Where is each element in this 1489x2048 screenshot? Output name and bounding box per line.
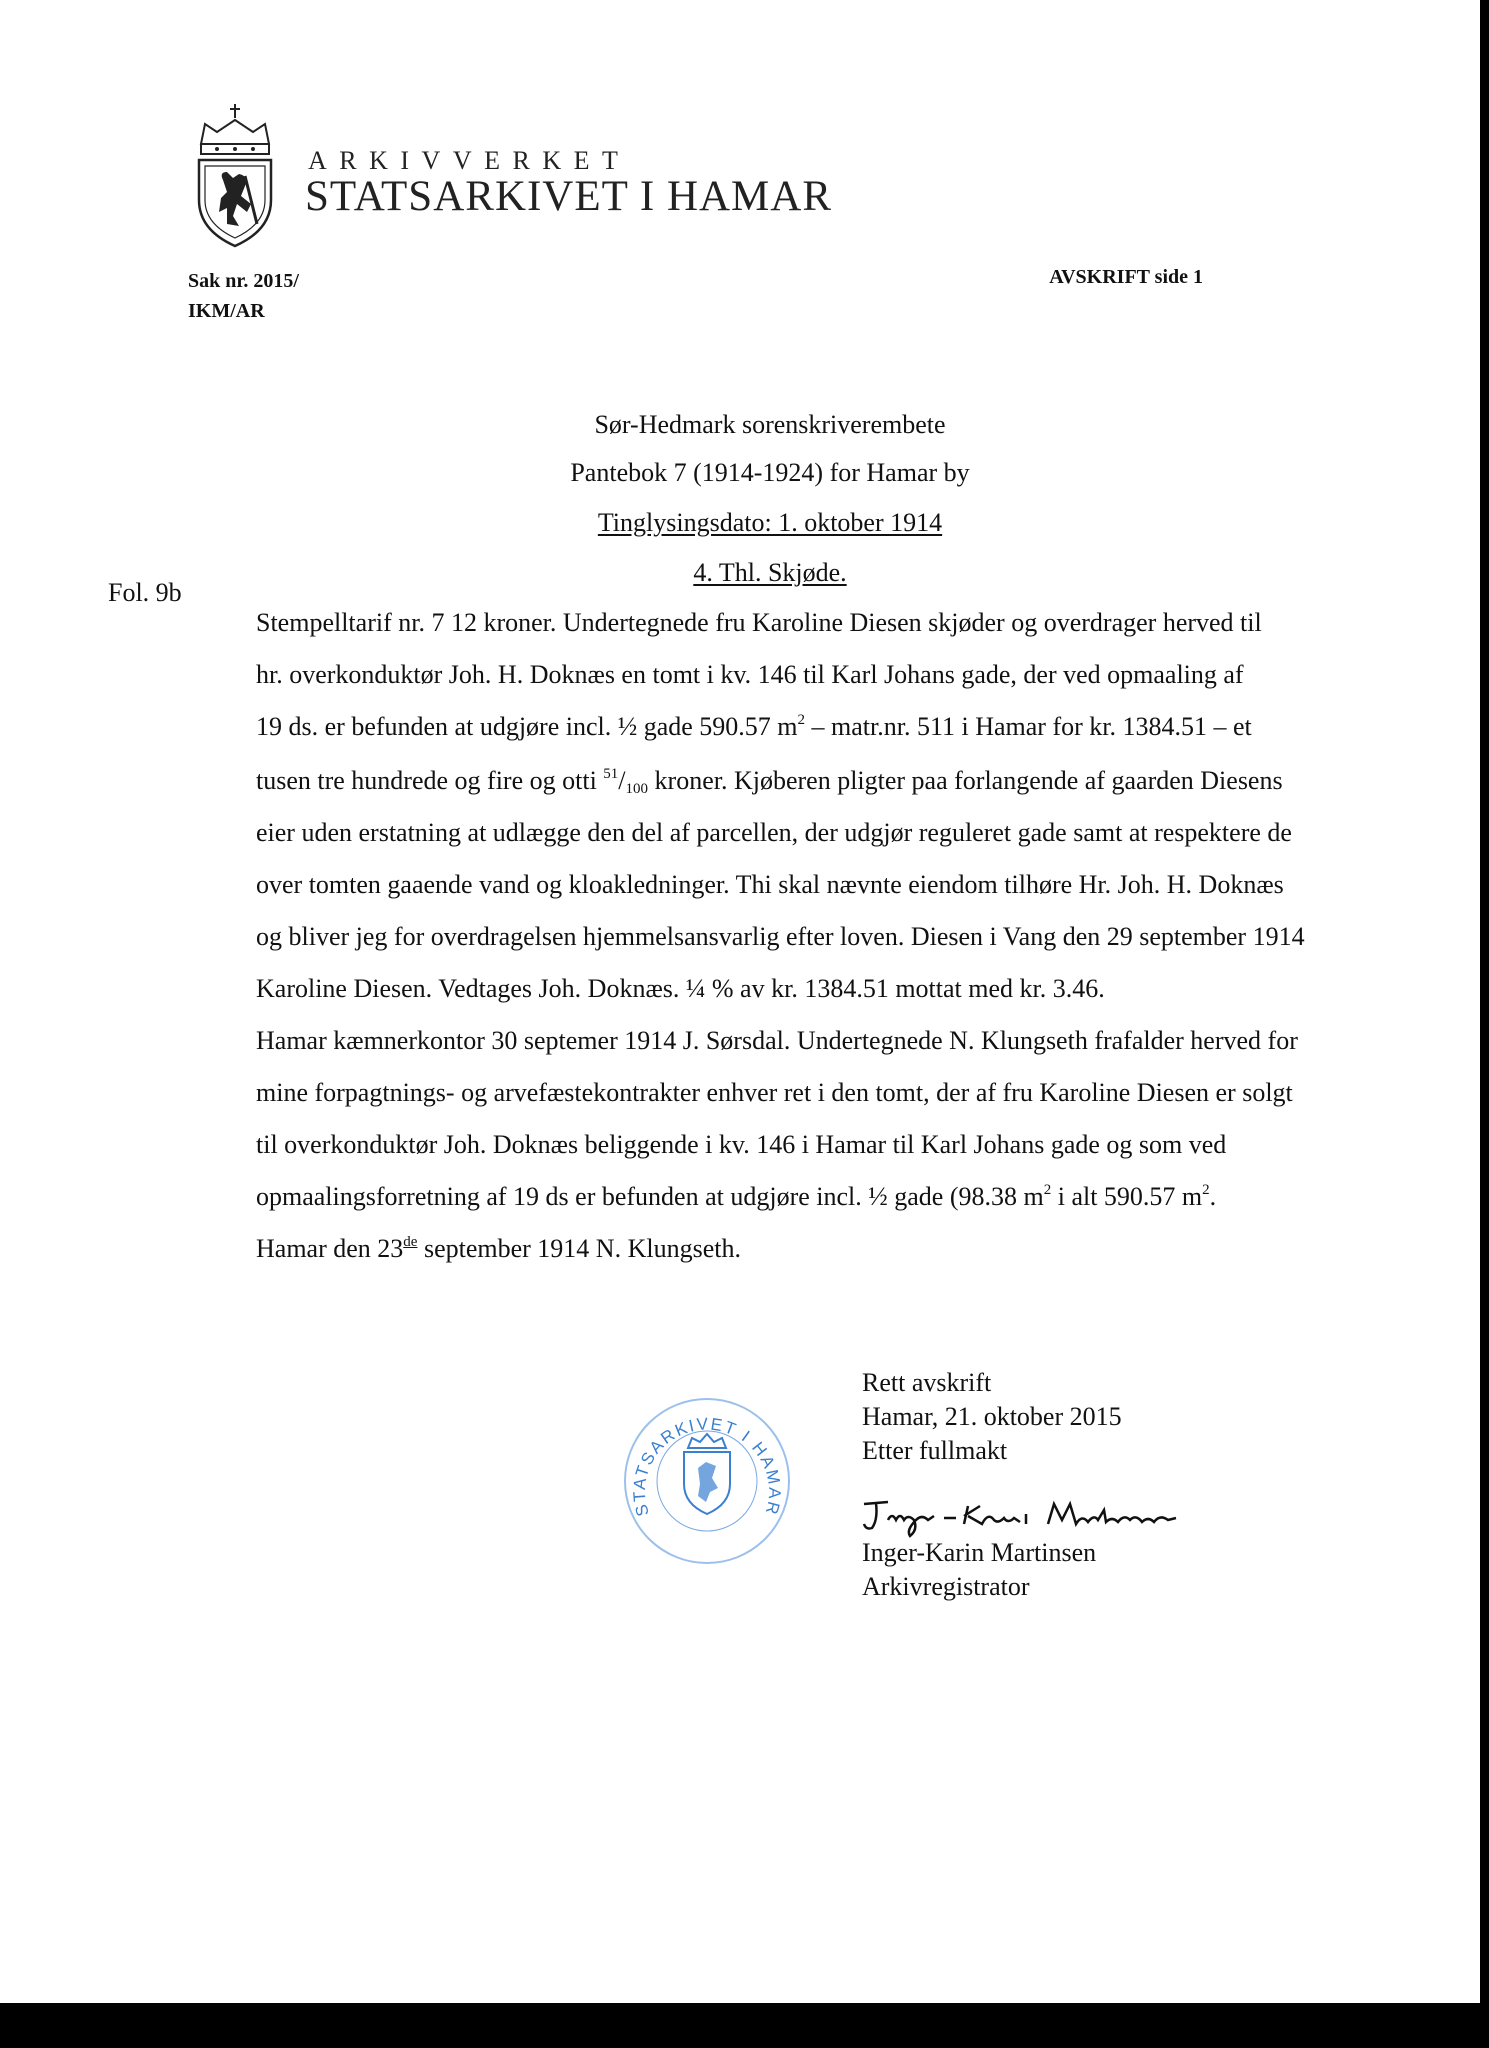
fraction-numerator: 51: [603, 766, 619, 782]
body-text-span: i alt 590.57 m: [1051, 1182, 1203, 1211]
body-line: til overkonduktør Joh. Doknæs beliggende i kv. 146 i Hamar til Karl Johans gade og som ved: [256, 1130, 1227, 1159]
body-text-span: tusen tre hundrede og fire og otti: [256, 766, 604, 795]
body-text-span: opmaalingsforretning af 19 ds er befunden at udgjøre incl. ½ gade (98.38 m: [256, 1182, 1044, 1211]
body-line: [256, 1234, 741, 1264]
case-initials: IKM/AR: [188, 300, 265, 322]
case-number: [188, 266, 299, 326]
archive-name-small: ARKIVVERKET: [308, 146, 631, 175]
signatory-title: Arkivregistrator: [862, 1572, 1030, 1601]
body-text-span: .: [1209, 1182, 1217, 1211]
case-number-line: Sak nr. 2015/: [188, 270, 299, 292]
registration-date-heading: [0, 508, 1489, 538]
superscript: 2: [1202, 1182, 1210, 1198]
entry-heading-text: 4. Thl. Skjøde.: [693, 558, 847, 587]
archive-name-large: STATSARKIVET I HAMAR: [305, 173, 833, 220]
body-line: [256, 766, 1283, 796]
superscript: 2: [1043, 1182, 1052, 1198]
body-text-span: Hamar den 23: [256, 1234, 404, 1263]
body-text-span: kroner. Kjøberen pligter paa forlangende af gaarden Diesens: [648, 766, 1283, 795]
fraction-denominator: 100: [625, 781, 649, 797]
certification-place-date: Hamar, 21. oktober 2015: [862, 1402, 1122, 1431]
superscript: de: [403, 1234, 418, 1250]
body-line: og bliver jeg for overdragelsen hjemmelsansvarlig efter loven. Diesen i Vang den 29 september 1914: [256, 922, 1305, 951]
handwritten-signature-icon: [858, 1490, 1258, 1538]
certification-block: [862, 1366, 1122, 1604]
signatory-name: Inger-Karin Martinsen: [862, 1538, 1097, 1567]
body-line: hr. overkonduktør Joh. H. Doknæs en tomt i kv. 146 til Karl Johans gade, der ved opmaaling af: [256, 660, 1244, 689]
body-line: mine forpagtnings- og arvefæstekontrakter enhver ret i den tomt, der af fru Karoline Diesen er solgt: [256, 1078, 1293, 1107]
transcript-page-label: AVSKRIFT side 1: [1049, 266, 1203, 288]
body-line: [256, 1182, 1216, 1212]
office-heading: Sør-Hedmark sorenskriverembete: [594, 410, 946, 439]
entry-heading: [0, 558, 1489, 588]
registration-date-text: Tinglysingsdato: 1. oktober 1914: [597, 508, 943, 537]
body-line: eier uden erstatning at udlægge den del af parcellen, der udgjør reguleret gade samt at respektere de: [256, 818, 1292, 847]
fraction-slash: /: [618, 766, 626, 795]
coat-of-arms-icon: [193, 100, 277, 248]
body-line: Karoline Diesen. Vedtages Joh. Doknæs. ¼ % av kr. 1384.51 mottat med kr. 3.46.: [256, 974, 1105, 1003]
official-stamp-icon: [622, 1396, 792, 1566]
body-line: [256, 712, 1252, 742]
body-text-span: – matr.nr. 511 i Hamar for kr. 1384.51 – et: [805, 712, 1252, 741]
stamp-text: STATSARKIVET I HAMAR: [629, 1414, 785, 1519]
superscript: 2: [797, 712, 806, 728]
folio-number: Fol. 9b: [108, 578, 182, 607]
certification-line: Rett avskrift: [862, 1368, 992, 1397]
body-text-span: 19 ds. er befunden at udgjøre incl. ½ gade 590.57 m: [256, 712, 798, 741]
body-line: over tomten gaaende vand og kloakledninger. Thi skal nævnte eiendom tilhøre Hr. Joh. H. Doknæs: [256, 870, 1284, 899]
body-text-span: september 1914 N. Klungseth.: [417, 1234, 741, 1263]
certification-authority: Etter fullmakt: [862, 1436, 1008, 1465]
body-line: Stempelltarif nr. 7 12 kroner. Undertegnede fru Karoline Diesen skjøder og overdrager herved til: [256, 608, 1262, 637]
body-line: Hamar kæmnerkontor 30 septemer 1914 J. Sørsdal. Undertegnede N. Klungseth frafalder herved for: [256, 1026, 1298, 1055]
book-heading: Pantebok 7 (1914-1924) for Hamar by: [570, 458, 970, 487]
